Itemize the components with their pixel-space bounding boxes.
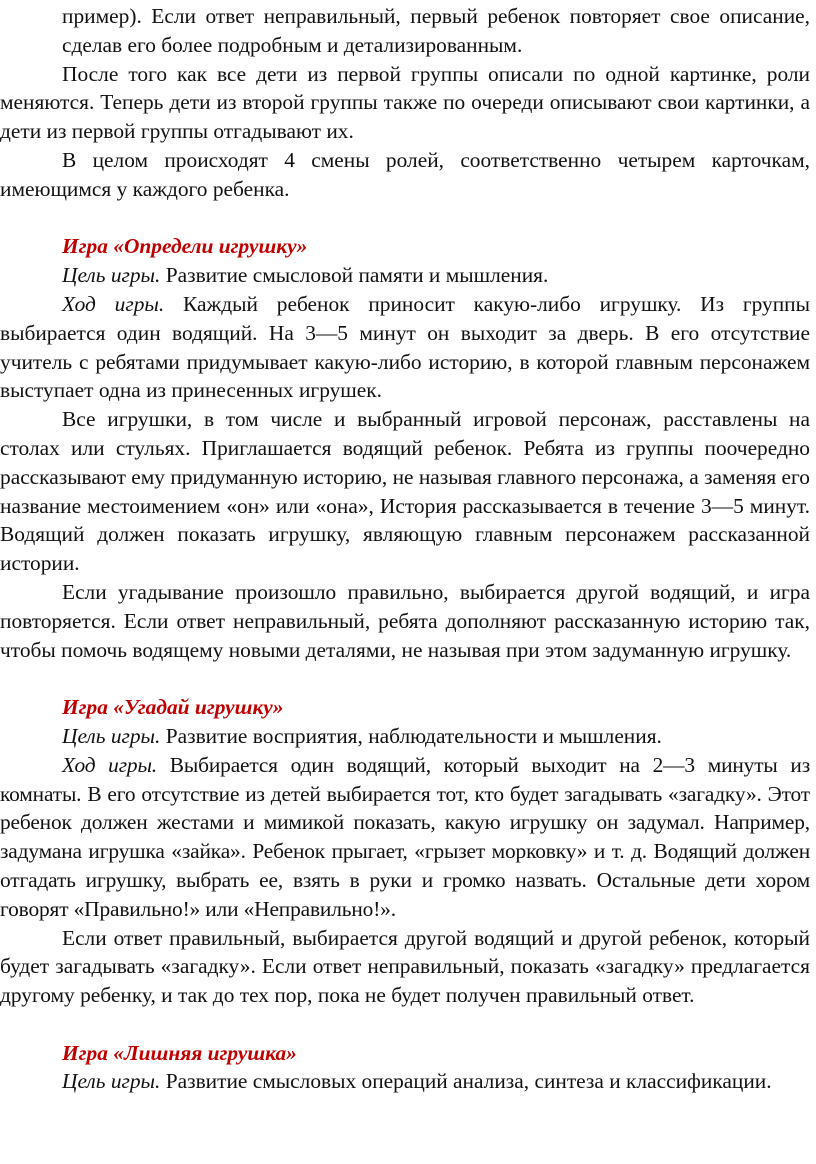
spacer (0, 664, 810, 693)
game1-paragraph-story: Все игрушки, в том числе и выбранный игровой персонаж, расставлены на столах или стульях. Приглашается водящий ребенок. Ребята из группы поочередно рассказывают ему придуманную историю, не называя главного персонажа, а заменяя его название местоимением «он» или «она», История рассказывается в течение 3—5 минут. Водящий должен показать игрушку, являющую главным персонажем рассказанной истории. (0, 407, 810, 576)
game2-paragraph-result: Если ответ правильный, выбирается другой водящий и другой ребенок, который будет загадывать «загадку». Если ответ неправильный, показать «загадку» предлагается другому ребенку, и так до тех пор, пока не будет получен правильный ответ. (0, 925, 810, 1008)
game-title-identify-toy: Игра «Определи игрушку» (62, 234, 308, 259)
paragraph-role-count: В целом происходят 4 смены ролей, соответственно четырем карточкам, имеющимся у каждого ребенка. (0, 147, 810, 201)
spacer (0, 1010, 810, 1039)
course-text: Каждый ребенок приносит какую-либо игрушку. Из группы выбирается один водящий. На 3—5 минут он выходит за дверь. В его отсутствие учитель с ребятами придумывает какую-либо историю, в которой главным персонажем выступает одна из принесенных игрушек. (0, 291, 810, 403)
goal-text: Развитие восприятия, наблюдательности и мышления. (160, 723, 662, 748)
paragraph-intro-continuation: пример). Если ответ неправильный, первый ребенок повторяет свое описание, сделав его более подробным и детализированным. (62, 4, 810, 57)
goal-text: Развитие смысловой памяти и мышления. (160, 263, 549, 288)
game-title-guess-toy: Игра «Угадай игрушку» (62, 695, 284, 720)
game-title-extra-toy: Игра «Лишняя игрушка» (62, 1040, 297, 1065)
course-label: Ход игры. (62, 291, 165, 316)
goal-label: Цель игры. (62, 1069, 161, 1094)
course-text: Выбирается один водящий, который выходит на 2—3 минуты из комнаты. В его отсутствие из детей выбирается тот, кто будет загадывать «загадку». Этот ребенок должен жестами и мимикой показать, какую игрушку он задумал. Например, задумана игрушка «зайка». Ребенок прыгает, «грызет морковку» и т. д. Водящий должен отгадать игрушку, выбрать ее, взять в руки и громко назвать. Остальные дети хором говорят «Правильно!» или «Неправильно!». (0, 752, 810, 921)
goal-label: Цель игры. (62, 263, 161, 288)
game1-goal (0, 261, 810, 290)
goal-text: Развитие смысловых операций анализа, синтеза и классификации. (160, 1069, 772, 1094)
goal-label: Цель игры. (62, 723, 161, 748)
game3-goal (0, 1067, 810, 1096)
game1-course (0, 290, 810, 405)
paragraph-role-switch: После того как все дети из первой группы описали по одной картинке, роли меняются. Теперь дети из второй группы также по очереди описывают свои картинки, а дети из первой группы отгадывают их. (0, 61, 810, 144)
game2-course (0, 751, 810, 924)
game1-paragraph-result: Если угадывание произошло правильно, выбирается другой водящий, и игра повторяется. Если ответ неправильный, ребята дополняют рассказанную историю так, чтобы помочь водящему новыми деталями, не называя при этом задуманную игрушку. (0, 579, 810, 662)
course-label: Ход игры. (62, 752, 158, 777)
spacer (0, 204, 810, 233)
game2-goal (0, 722, 810, 751)
